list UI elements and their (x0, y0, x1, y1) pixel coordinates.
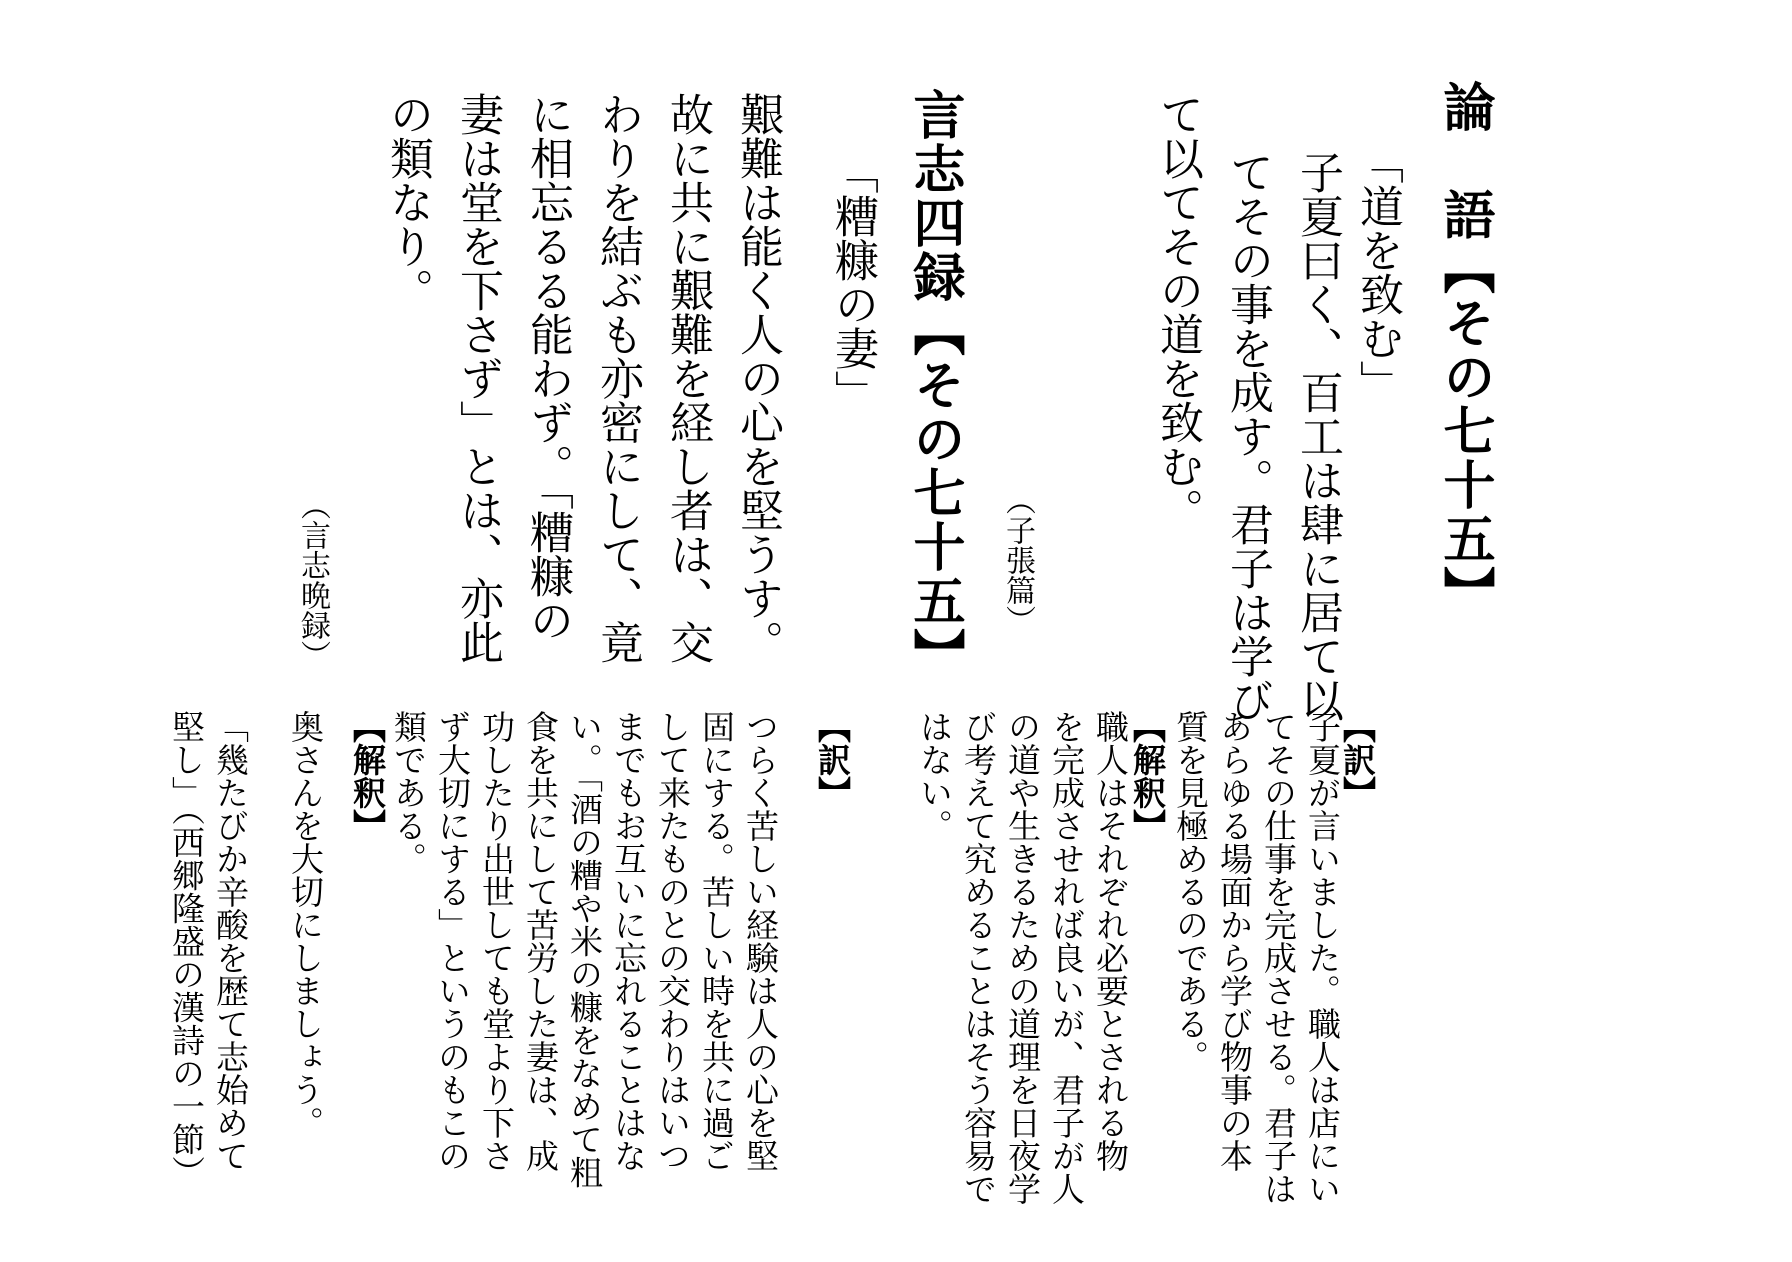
source-citation: （言志晩録） (295, 490, 330, 670)
translation-line: 食を共にして苦労した妻は、成 (521, 710, 560, 1172)
classical-text-line: わりを結ぶも亦密にして、竟 (592, 92, 643, 664)
translation-label: 【訳】 (1338, 710, 1377, 809)
section-heading: 「糟糠の妻」 (827, 150, 878, 414)
translation-line: い。「酒の糟や米の糠をなめて粗 (565, 710, 604, 1189)
translation-line: 子夏が言いました。職人は店にい (1303, 710, 1342, 1205)
classical-text-line: 故に共に艱難を経し者は、交 (662, 92, 713, 664)
commentary-line: の道や生きるための道理を日夜学 (1003, 710, 1042, 1205)
page-title: 論 語【その七十五】 (1434, 80, 1495, 620)
translation-line: てその仕事を完成させる。君子は (1259, 710, 1298, 1205)
translation-line: までもお互いに忘れることはな (609, 710, 648, 1172)
commentary-line: 職人はそれぞれ必要とされる物 (1091, 710, 1130, 1172)
classical-text-line: の類なり。 (382, 92, 433, 312)
commentary-label: 【解釈】 (1128, 710, 1167, 842)
classical-text-line: て以てその道を致む。 (1152, 92, 1203, 532)
commentary-line: を完成させれば良いが、君子が人 (1047, 710, 1086, 1205)
translation-line: 質を見極めるのである。 (1171, 710, 1210, 1073)
classical-text-line: に相忘るる能わず。「糟糠の (522, 92, 573, 642)
commentary-line: び考えて究めることはそう容易で (959, 710, 998, 1205)
classical-text-line: 艱難は能く人の心を堅うす。 (732, 92, 783, 664)
translation-line: 功したり出世しても堂より下さ (477, 710, 516, 1172)
translation-line: ず大切にする」というのもこの (433, 710, 472, 1172)
commentary-label: 【解釈】 (348, 710, 387, 842)
commentary-line: はない。 (915, 710, 954, 842)
classical-text-line: てその事を成す。君子は学び (1222, 150, 1273, 722)
classical-text-line: 妻は堂を下さず」とは、亦此 (452, 92, 503, 664)
commentary-line: 奥さんを大切にしましょう。 (286, 710, 325, 1139)
translation-line: 固にする。苦しい時を共に過ご (697, 710, 736, 1172)
translation-line: して来たものとの交わりはいつ (653, 710, 692, 1172)
translation-line: 類である。 (389, 710, 428, 875)
translation-line: あらゆる場面から学び物事の本 (1215, 710, 1254, 1172)
source-citation: （子張篇） (1000, 485, 1035, 635)
translation-label: 【訳】 (813, 710, 852, 809)
page-title: 言志四録【その七十五】 (904, 88, 965, 682)
section-heading: 「道を致む」 (1352, 140, 1403, 404)
commentary-line: 堅し」（西郷隆盛の漢詩の一節） (167, 710, 206, 1189)
commentary-line: 「幾たびか辛酸を歴て志始めて (211, 710, 250, 1172)
translation-line: つらく苦しい経験は人の心を堅 (741, 710, 780, 1172)
classical-text-line: 子夏曰く、百工は肆に居て以 (1292, 150, 1343, 722)
